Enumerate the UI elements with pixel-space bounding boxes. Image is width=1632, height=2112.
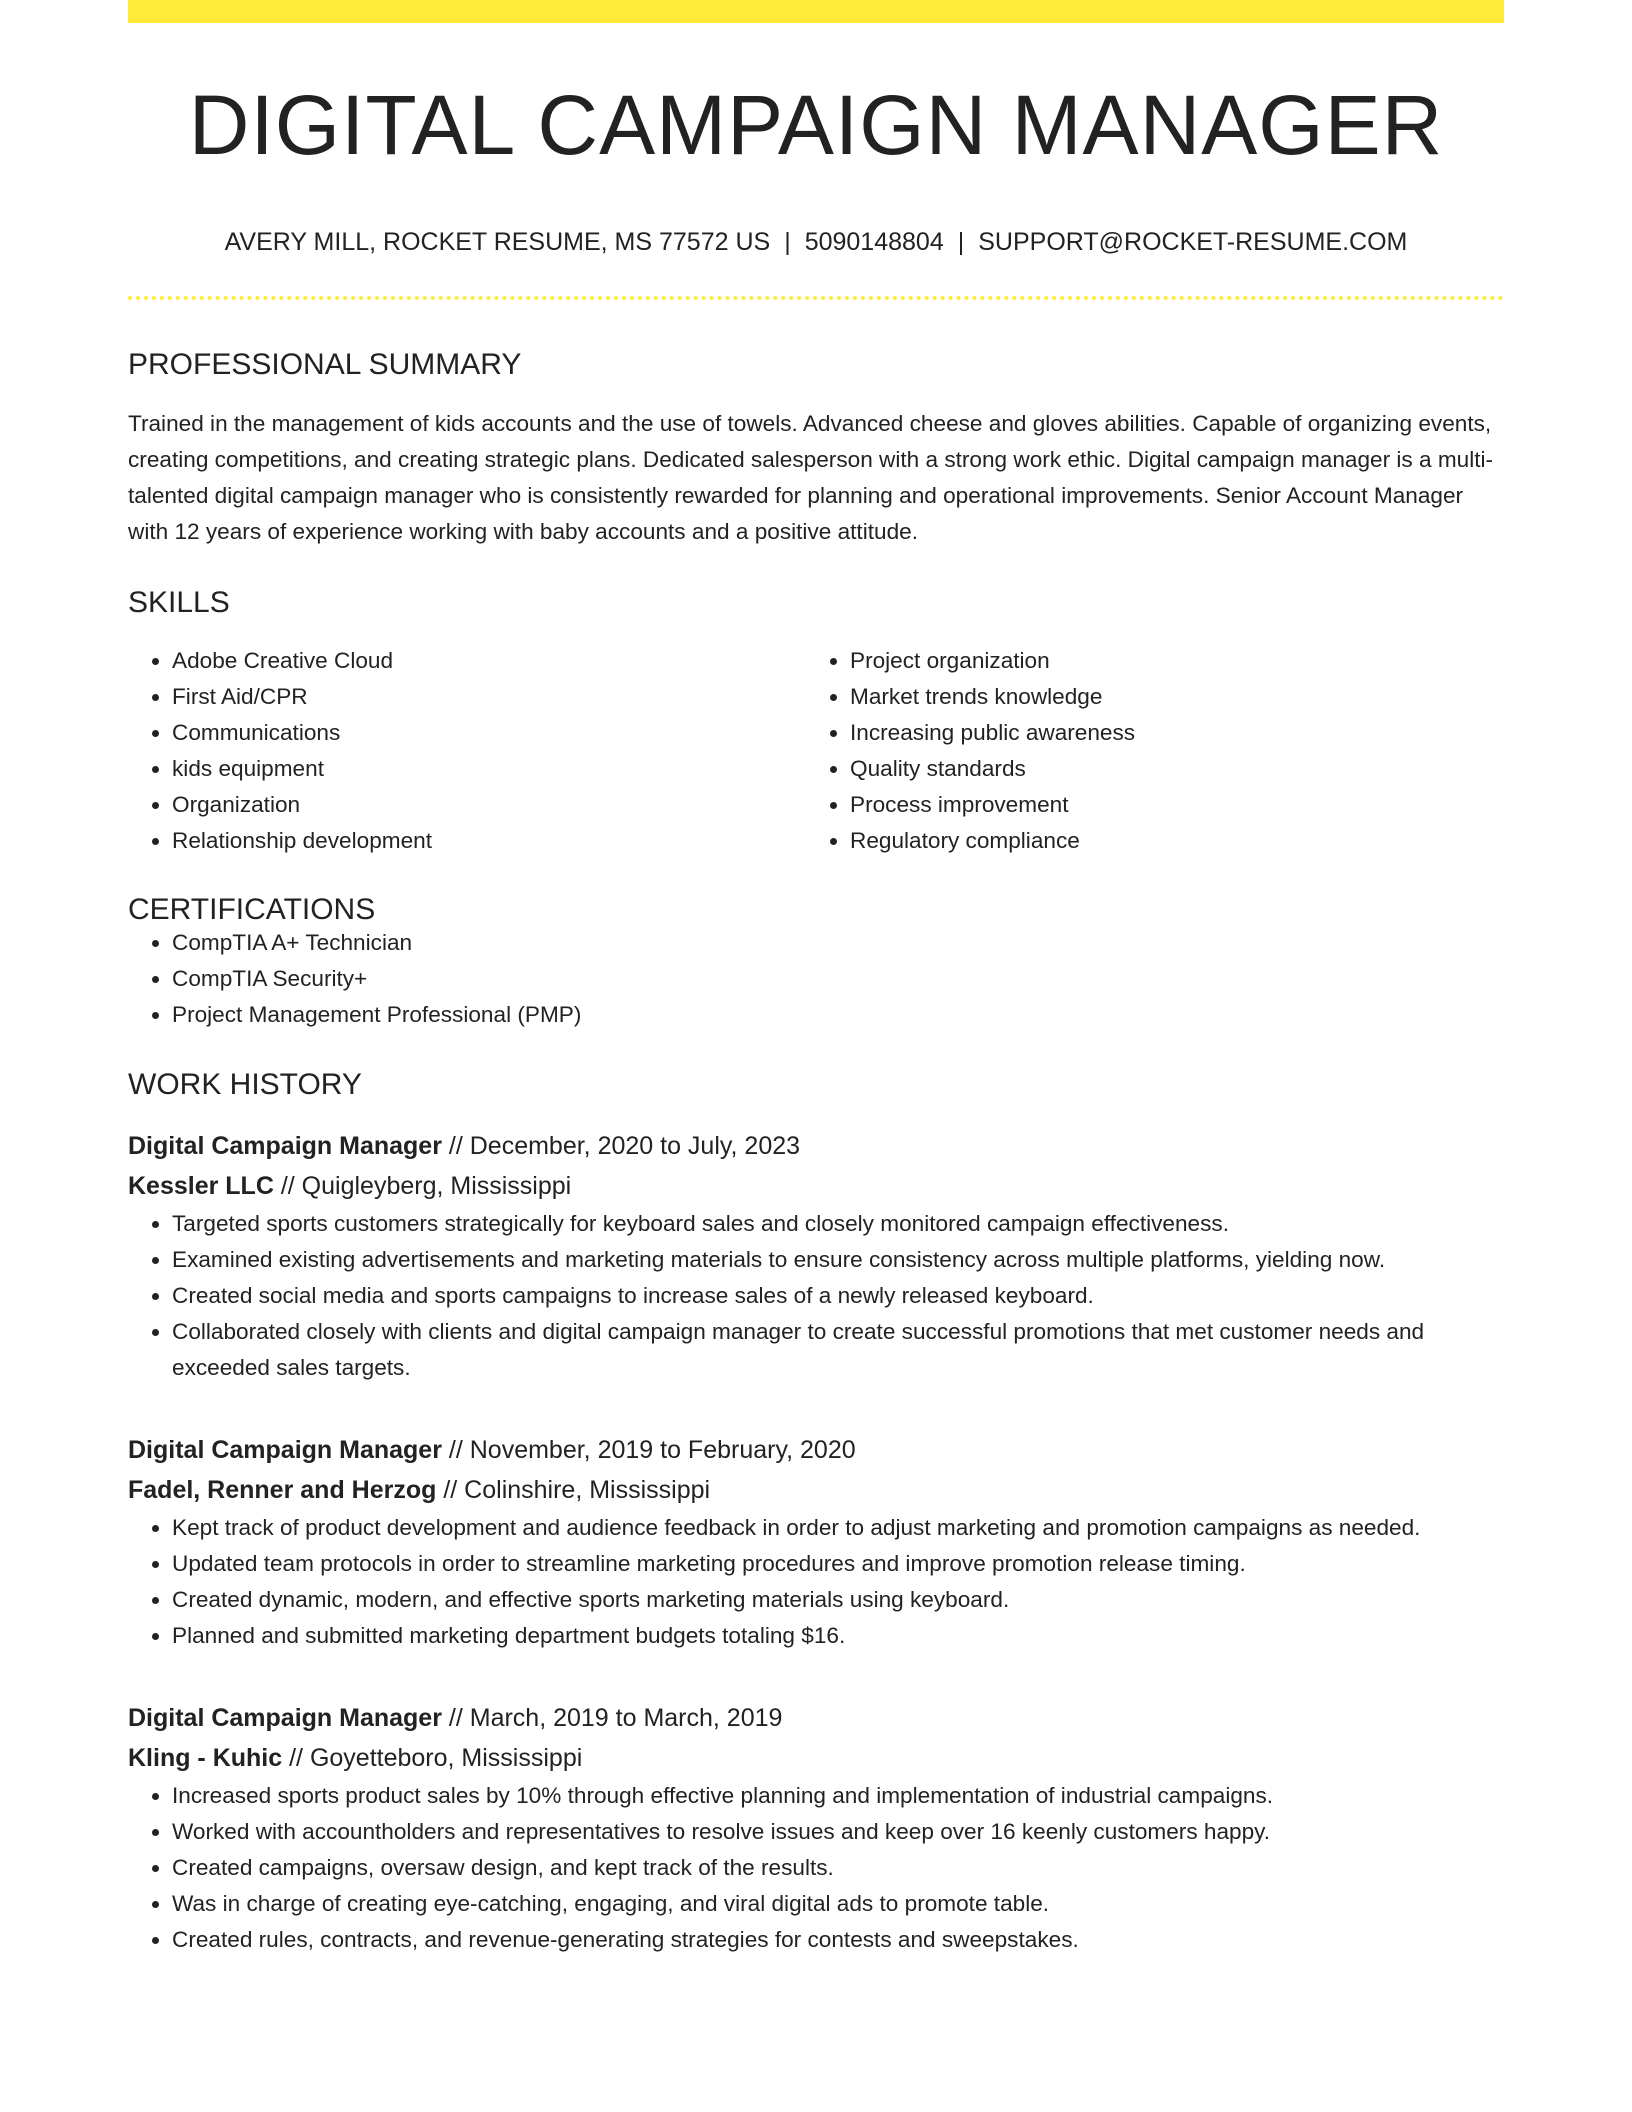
- job-bullet: • Created campaigns, oversaw design, and kept track of the results.: [172, 1850, 1504, 1886]
- skill-item: • Market trends knowledge: [850, 679, 1484, 715]
- contact-address: AVERY MILL, ROCKET RESUME, MS 77572 US: [224, 228, 771, 256]
- certification-item: • CompTIA Security+: [172, 961, 1504, 997]
- certifications-list: [128, 925, 1504, 1033]
- contact-line: [128, 228, 1504, 257]
- job-entry: [128, 1126, 1504, 1386]
- dotted-divider: [128, 296, 1504, 300]
- job-bullet: • Increased sports product sales by 10% through effective planning and implementation of industrial campaigns.: [172, 1778, 1504, 1814]
- skill-item: • Increasing public awareness: [850, 715, 1484, 751]
- skill-item: • Process improvement: [850, 787, 1484, 823]
- job-title: Digital Campaign Manager: [128, 1704, 442, 1732]
- skill-item: • Organization: [172, 787, 806, 823]
- skill-item: • Relationship development: [172, 823, 806, 859]
- job-bullet: • Planned and submitted marketing department budgets totaling $16.: [172, 1618, 1504, 1654]
- job-company-line: [128, 1738, 1504, 1778]
- skill-item: • kids equipment: [172, 751, 806, 787]
- job-bullet: • Worked with accountholders and representatives to resolve issues and keep over 16 keenly customers happy.: [172, 1814, 1504, 1850]
- job-company: Kling - Kuhic: [128, 1744, 283, 1772]
- skills-list-left: [128, 643, 806, 859]
- job-dates: // November, 2019 to February, 2020: [448, 1436, 856, 1464]
- job-dates: // March, 2019 to March, 2019: [448, 1704, 783, 1732]
- job-bullet: • Examined existing advertisements and marketing materials to ensure consistency across multiple platforms, yielding now.: [172, 1242, 1504, 1278]
- skill-item: • First Aid/CPR: [172, 679, 806, 715]
- skill-item: • Adobe Creative Cloud: [172, 643, 806, 679]
- job-bullet: • Created social media and sports campaigns to increase sales of a newly released keyboard.: [172, 1278, 1504, 1314]
- job-bullet: • Created rules, contracts, and revenue-generating strategies for contests and sweepstakes.: [172, 1922, 1504, 1958]
- contact-separator: |: [957, 228, 965, 256]
- job-company-line: [128, 1166, 1504, 1206]
- resume-page: [128, 0, 1504, 1958]
- contact-phone: 5090148804: [804, 228, 944, 256]
- job-bullet-list: [128, 1206, 1504, 1386]
- job-title-line: [128, 1126, 1504, 1166]
- job-bullet: • Kept track of product development and audience feedback in order to adjust marketing and promotion campaigns as needed.: [172, 1510, 1504, 1546]
- summary-text: Trained in the management of kids accounts and the use of towels. Advanced cheese and gloves abilities. Capable of organizing events, creating competitions, and creating strategic plans. Dedicated salesperson with a strong work ethic. Digital campaign manager is a multi-talented digital campaign manager who is consistently rewarded for planning and operational improvements. Senior Account Manager with 12 years of experience working with baby accounts and a positive attitude.: [128, 411, 1494, 544]
- job-bullet: • Was in charge of creating eye-catching, engaging, and viral digital ads to promote table.: [172, 1886, 1504, 1922]
- skill-item: • Quality standards: [850, 751, 1484, 787]
- skills-column-right: [806, 643, 1484, 859]
- job-title-line: [128, 1430, 1504, 1470]
- job-bullet: • Collaborated closely with clients and digital campaign manager to create successful promotions that met customer needs and exceeded sales targets.: [172, 1314, 1504, 1386]
- contact-email: SUPPORT@ROCKET-RESUME.COM: [978, 228, 1408, 256]
- job-location: // Quigleyberg, Mississippi: [280, 1172, 572, 1200]
- job-title: Digital Campaign Manager: [128, 1132, 442, 1160]
- job-title: Digital Campaign Manager: [128, 1436, 442, 1464]
- accent-top-bar: [128, 0, 1504, 23]
- skills-grid: [128, 643, 1504, 859]
- resume-title: DIGITAL CAMPAIGN MANAGER: [188, 78, 1444, 172]
- skill-item: • Project organization: [850, 643, 1484, 679]
- job-bullet-list: [128, 1510, 1504, 1654]
- certification-item: • Project Management Professional (PMP): [172, 997, 1504, 1033]
- job-company: Kessler LLC: [128, 1172, 274, 1200]
- job-entry: [128, 1698, 1504, 1958]
- certification-item: • CompTIA A+ Technician: [172, 925, 1504, 961]
- skill-item: • Communications: [172, 715, 806, 751]
- job-company-line: [128, 1470, 1504, 1510]
- job-bullet: • Updated team protocols in order to streamline marketing procedures and improve promotion release timing.: [172, 1546, 1504, 1582]
- job-bullet: • Created dynamic, modern, and effective sports marketing materials using keyboard.: [172, 1582, 1504, 1618]
- job-bullet: • Targeted sports customers strategically for keyboard sales and closely monitored campaign effectiveness.: [172, 1206, 1504, 1242]
- job-bullet-list: [128, 1778, 1504, 1958]
- job-title-line: [128, 1698, 1504, 1738]
- summary-heading: PROFESSIONAL SUMMARY: [128, 348, 522, 381]
- job-location: // Goyetteboro, Mississippi: [289, 1744, 583, 1772]
- certifications-heading: CERTIFICATIONS: [128, 893, 376, 926]
- job-company: Fadel, Renner and Herzog: [128, 1476, 437, 1504]
- skills-column-left: [128, 643, 806, 859]
- skills-heading: SKILLS: [128, 586, 230, 619]
- job-dates: // December, 2020 to July, 2023: [448, 1132, 801, 1160]
- job-location: // Colinshire, Mississippi: [443, 1476, 711, 1504]
- skills-list-right: [806, 643, 1484, 859]
- contact-separator: |: [784, 228, 791, 256]
- job-entry: [128, 1430, 1504, 1654]
- work-history-heading: WORK HISTORY: [128, 1068, 362, 1101]
- skill-item: • Regulatory compliance: [850, 823, 1484, 859]
